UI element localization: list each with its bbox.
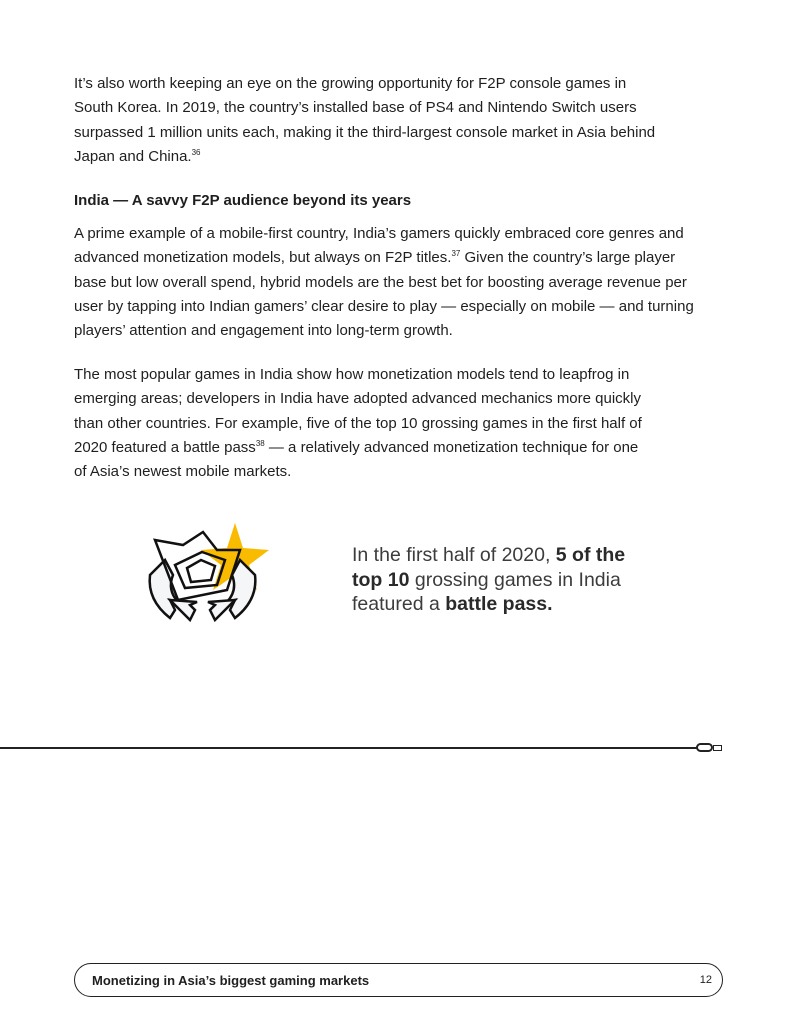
text-line: South Korea. In 2019, the country’s installed base of PS4 and Nintendo Switch users [74, 99, 637, 117]
paragraph-india-games [74, 363, 734, 484]
text: grossing games in India [409, 568, 621, 591]
text-line: A prime example of a mobile-first country, India’s gamers quickly embraced core genres and [74, 225, 684, 242]
text-line: user by tapping into Indian gamers’ clear desire to play — especially on mobile — and turning [74, 297, 694, 315]
footnote-ref: 36 [191, 147, 201, 157]
text-line: The most popular games in India show how monetization models tend to leapfrog in [74, 366, 630, 383]
plug-tip-icon [713, 745, 722, 751]
text: featured a [352, 593, 446, 615]
section-heading: India — A savvy F2P audience beyond its years [74, 192, 412, 209]
text: 2020 featured a battle pass [74, 438, 256, 456]
page-number: 12 [699, 974, 712, 986]
text-line: of Asia’s newest mobile markets. [74, 463, 292, 481]
paragraph-india-intro [74, 222, 734, 343]
divider-cable [0, 747, 698, 749]
emphasis: top 10 [352, 568, 410, 591]
callout-stat [352, 543, 625, 617]
text: advanced monetization models, but always on F2P titles. [74, 249, 452, 267]
text-line: emerging areas; developers in India have adopted advanced mechanics more quickly [74, 390, 642, 408]
text-line: It’s also worth keeping an eye on the growing opportunity for F2P console games in [74, 75, 627, 92]
text-line: base but low overall spend, hybrid models are the best bet for boosting average revenue per [74, 273, 687, 291]
plug-connector-icon [696, 743, 713, 752]
battle-pass-badge-icon [145, 520, 275, 625]
paragraph-south-korea [74, 72, 734, 169]
emphasis: battle pass. [445, 593, 553, 615]
text-line: than other countries. For example, five of the top 10 grossing games in the first half of [74, 414, 642, 432]
text-line [74, 145, 734, 169]
text: Japan and China. [74, 147, 192, 165]
page-footer [74, 963, 723, 997]
text: — a relatively advanced monetization technique for one [264, 438, 639, 456]
footnote-ref: 37 [451, 249, 461, 259]
emphasis: 5 of the [555, 544, 626, 566]
text-line [74, 436, 734, 460]
text-line [74, 246, 734, 270]
footnote-ref: 38 [255, 438, 265, 448]
text: In the first half of 2020, [352, 544, 556, 566]
text-line: players’ attention and engagement into long-term growth. [74, 322, 453, 340]
text-line: surpassed 1 million units each, making it the third-largest console market in Asia behind [74, 123, 656, 141]
footer-title: Monetizing in Asia’s biggest gaming markets [92, 972, 370, 988]
text: Given the country’s large player [460, 249, 676, 267]
